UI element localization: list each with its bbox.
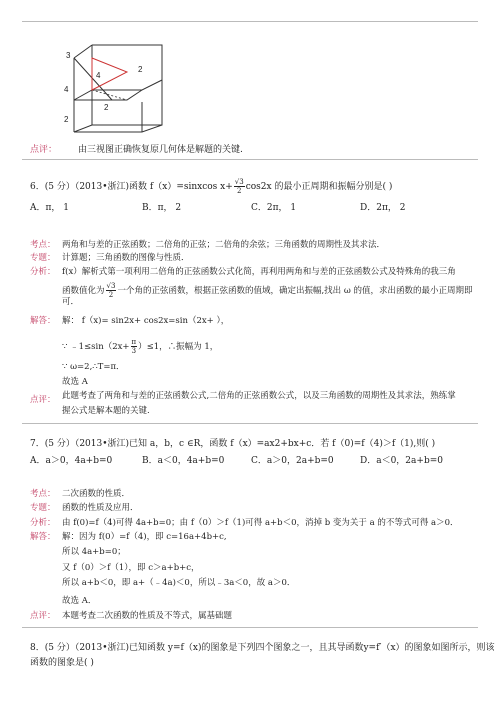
- solid-figure: [52, 30, 177, 138]
- q6-jieda-line2b: ）≤1，∴振幅为 1，: [138, 342, 219, 352]
- q6-fenxi-line2a: 函数值化为: [62, 286, 105, 296]
- figure-label-2c: 2: [104, 103, 109, 112]
- q7-jieda-line1: 解：因为 f(0）=f（4)，即 c=16a+4b+c,: [62, 532, 227, 542]
- q7-choice-a[interactable]: A．a＞0，4a+b=0: [30, 456, 113, 466]
- q6-choice-d[interactable]: D．2π， 2: [360, 203, 406, 213]
- q7-jieda-line4: 所以 a+b＜0，即 a+（﹣4a)＜0，所以﹣3a＜0，故 a＞0．: [62, 578, 296, 588]
- q6-fenxi-frac: $\frac{√3}{2}$: [106, 282, 116, 299]
- q6-jieda-label: 解答：: [30, 316, 56, 326]
- q6-jieda-line1: 解： f（x)= sin2x+ cos2x=sin（2x+ ），: [62, 316, 230, 326]
- figure-label-2a: 2: [64, 115, 69, 124]
- q7-kaodian-text: 二次函数的性质．: [62, 489, 131, 499]
- q7-choice-b[interactable]: B．a＜0，4a+b=0: [142, 456, 225, 466]
- q7-fenxi-label: 分析：: [30, 518, 56, 528]
- q6-jieda-line3: ∵ ω=2,∴T=π．: [62, 362, 125, 372]
- top-rule: [22, 21, 478, 22]
- q7-dianping-label: 点评：: [30, 611, 56, 621]
- q7-jieda-label: 解答：: [30, 532, 56, 542]
- figure-label-4a: 4: [96, 71, 101, 80]
- q6-stem: [30, 178, 392, 195]
- q6-kaodian-text: 两角和与差的正弦函数；二倍角的正弦；二倍角的余弦；三角函数的周期性及其求法．: [62, 240, 386, 250]
- figure-label-4b: 4: [64, 85, 69, 94]
- q6-dianping-line2: 握公式是解本题的关键.: [62, 406, 150, 416]
- q6-fenxi-line1: f(x）解析式第一项利用二倍角的正弦函数公式化简，再利用两角和与差的正弦函数公式及特殊角的我三角: [62, 267, 456, 277]
- q6-sqrt3-over-2: $\frac{√3}{2}$: [234, 178, 244, 195]
- q6-stem-b: cos2x 的最小正周期和振幅分别是( ): [245, 182, 393, 192]
- q7-jieda-line2: 所以 4a+b=0；: [62, 547, 126, 557]
- q6-jieda-line4: 故选 A: [62, 377, 88, 387]
- q7-stem: 7．(5 分）（2013•浙江)已知 a，b，c ∈R，函数 f（x）=ax2+bx+c．若 f（0)=f（4)＞f（1),则( ): [30, 439, 436, 449]
- q6-zhuanti-text: 计算题；三角函数的图像与性质．: [62, 253, 190, 263]
- q7-dianping-text: 本题考查二次函数的性质及不等式，属基础题: [62, 611, 233, 621]
- q7-zhuanti-text: 函数的性质及应用．: [62, 503, 139, 513]
- q6-fenxi-label: 分析：: [30, 267, 56, 277]
- comment1-text: 由三视图正确恢复原几何体是解题的关键.: [78, 145, 243, 155]
- q7-zhuanti-label: 专题：: [30, 503, 56, 513]
- q6-choice-a[interactable]: A．π， 1: [30, 203, 70, 213]
- q6-choice-c[interactable]: C．2π， 1: [251, 203, 297, 213]
- q6-fenxi-line2b: 一个角的正弦函数，根据正弦函数的值域，确定出振幅,找出 ω 的值，求出函数的最小正周期即: [117, 286, 473, 296]
- rule-1: [22, 159, 478, 160]
- q6-kaodian-label: 考点：: [30, 240, 56, 250]
- comment1-label: 点评：: [30, 145, 58, 155]
- q7-jieda-line3: 又 f（0）＞f（1），即 c＞a+b+c，: [62, 563, 200, 573]
- q6-zhuanti-label: 专题：: [30, 253, 56, 263]
- q6-jieda-line2a: ∵ ﹣1≤sin（2x+: [62, 342, 130, 352]
- q6-dianping-line1: 此题考查了两角和与差的正弦函数公式,二倍角的正弦函数公式，以及三角函数的周期性及其求法，熟练掌: [62, 391, 456, 401]
- q7-choice-c[interactable]: C．a＞0，2a+b=0: [251, 456, 334, 466]
- q6-jieda-line2: [62, 338, 218, 355]
- q7-choice-d[interactable]: D．a＜0，2a+b=0: [360, 456, 443, 466]
- q6-pi-over-3: $\frac{\pi}{3}$: [131, 338, 137, 355]
- rule-3: [22, 627, 478, 628]
- q7-fenxi-text: 由 f(0)=f（4)可得 4a+b=0；由 f（0）＞f（1)可得 a+b＜0，消掉 b 变为关于 a 的不等式可得 a＞0．: [62, 518, 459, 528]
- q6-fenxi-line2: [62, 282, 472, 299]
- figure-label-2b: 2: [138, 65, 143, 74]
- figure-label-3: 3: [66, 51, 71, 60]
- q6-stem-a: 6．(5 分）（2013•浙江)函数 f（x）=sinxcos x+: [30, 182, 233, 192]
- q8-line1: 8．(5 分）（2013•浙江)已知函数 y=f（x)的图象是下列四个图象之一，且其导函数y=f′（x）的图象如图所示，则该: [30, 643, 495, 653]
- q6-dianping-label: 点评：: [30, 395, 56, 405]
- rule-2: [22, 423, 478, 424]
- q7-jieda-line5: 故选 A．: [62, 596, 97, 606]
- q8-line2: 函数的图象是( ): [30, 658, 94, 668]
- q7-kaodian-label: 考点：: [30, 489, 56, 499]
- q6-fenxi-line3: 可．: [62, 297, 80, 307]
- q6-choice-b[interactable]: B．π， 2: [142, 203, 182, 213]
